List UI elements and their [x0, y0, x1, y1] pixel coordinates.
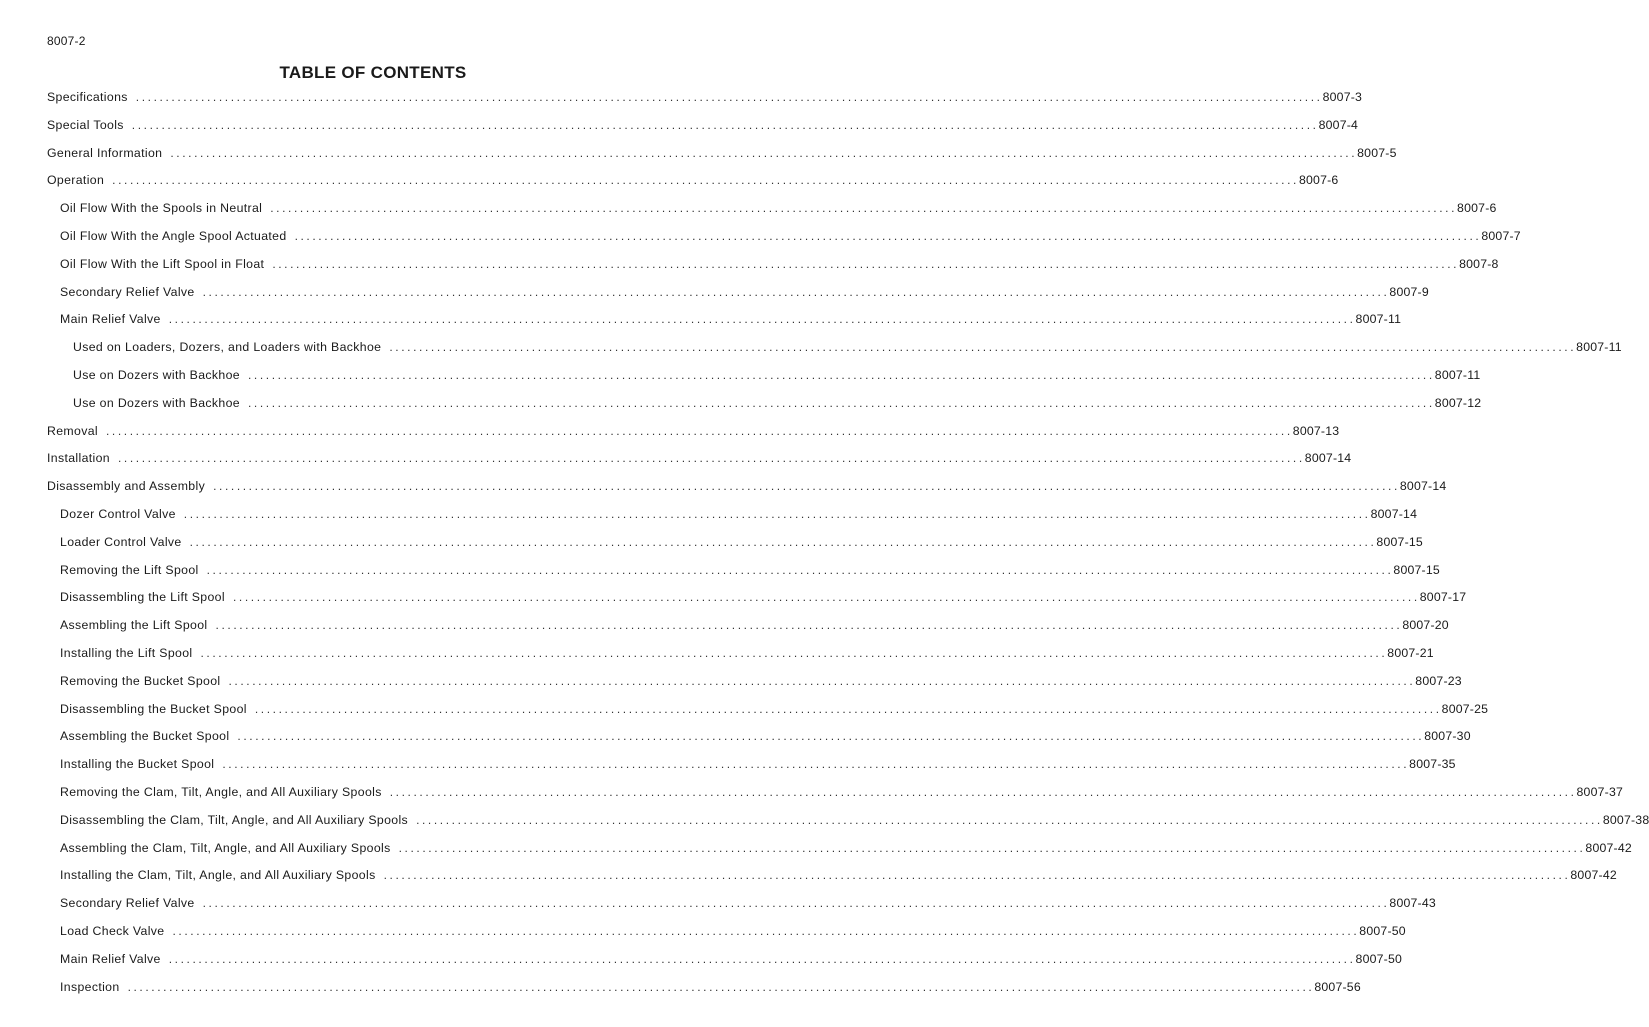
toc-entry-page: 8007-50 [1355, 951, 1403, 966]
toc-entry-label: Installing the Bucket Spool [60, 757, 215, 772]
toc-entry-page: 8007-8 [1459, 256, 1499, 271]
toc-entry [47, 557, 1440, 585]
toc-entry-page: 8007-17 [1419, 590, 1467, 605]
toc-entry-label: Assembling the Lift Spool [60, 618, 208, 633]
toc-leader-dots: ........................................................................................................................................................................................................ [202, 284, 1390, 299]
toc-leader-dots: ........................................................................................................................................................................................................ [270, 201, 1458, 216]
toc-leader-dots: ........................................................................................................................................................................................................ [228, 673, 1416, 688]
toc-leader-dots: ........................................................................................................................................................................................................ [105, 423, 1293, 438]
toc-entry-label: Removing the Clam, Tilt, Angle, and All Auxiliary Spools [60, 784, 382, 799]
toc-entry-page: 8007-42 [1585, 840, 1632, 855]
toc-entry-page: 8007-38 [1602, 812, 1649, 827]
toc-leader-dots: ........................................................................................................................................................................................................ [202, 896, 1390, 911]
toc-leader-dots: ........................................................................................................................................................................................................ [254, 701, 1442, 716]
toc-entry-label: Loader Control Valve [60, 534, 182, 549]
toc-entry-label: Load Check Valve [60, 923, 165, 938]
toc-leader-dots: ........................................................................................................................................................................................................ [183, 506, 1371, 521]
toc-leader-dots: ........................................................................................................................................................................................................ [247, 395, 1435, 410]
toc-leader-dots: ........................................................................................................................................................................................................ [389, 784, 1577, 799]
toc-entry [47, 918, 1406, 946]
toc-entry [47, 862, 1617, 890]
toc-entry-page: 8007-3 [1322, 90, 1363, 104]
toc-entry-label: Main Relief Valve [60, 312, 161, 327]
toc-entry-label: Disassembling the Bucket Spool [60, 701, 247, 716]
toc-entry [47, 529, 1423, 557]
toc-entry-label: Oil Flow With the Spools in Neutral [60, 201, 263, 216]
toc-leader-dots: ........................................................................................................................................................................................................ [383, 868, 1571, 883]
toc-entry-page: 8007-13 [1292, 423, 1340, 438]
toc-entry [47, 501, 1418, 529]
toc-entry [47, 195, 1497, 223]
toc-entry-label: Dozer Control Valve [60, 506, 176, 521]
toc-leader-dots: ........................................................................................................................................................................................................ [272, 256, 1460, 271]
toc-leader-dots: ........................................................................................................................................................................................................ [189, 534, 1377, 549]
toc-entry-page: 8007-5 [1357, 145, 1397, 160]
toc-entry [47, 418, 1340, 446]
toc-entry-page: 8007-25 [1441, 701, 1489, 716]
toc-entry-page: 8007-11 [1434, 367, 1481, 382]
toc-leader-dots: ........................................................................................................................................................................................................ [398, 840, 1586, 855]
toc-entry-page: 8007-42 [1570, 868, 1617, 883]
toc-entry-label: Special Tools [47, 117, 124, 132]
toc-entry [47, 362, 1481, 390]
toc-entry-label: Assembling the Clam, Tilt, Angle, and All Auxiliary Spools [60, 840, 391, 855]
toc-entry [47, 779, 1624, 807]
toc-entry-page: 8007-35 [1409, 757, 1456, 772]
toc-leader-dots: ........................................................................................................................................................................................................ [213, 479, 1400, 494]
toc-entry-page: 8007-12 [1434, 395, 1482, 410]
toc-leader-dots: ........................................................................................................................................................................................................ [170, 145, 1358, 160]
toc-entry-label: Used on Loaders, Dozers, and Loaders with Backhoe [73, 340, 382, 355]
toc-entry-page: 8007-6 [1298, 173, 1339, 188]
toc-entry [47, 723, 1471, 751]
toc-entry-label: Installation [47, 451, 110, 466]
toc-entry-page: 8007-14 [1304, 451, 1352, 466]
toc-entry [47, 946, 1403, 974]
toc-entry-page: 8007-11 [1355, 312, 1402, 327]
toc-entry [47, 390, 1482, 418]
toc-leader-dots: ........................................................................................................................................................................................................ [222, 757, 1410, 772]
toc-entry-page: 8007-14 [1399, 479, 1447, 494]
toc-leader-dots: ........................................................................................................................................................................................................ [131, 117, 1319, 132]
toc-entry [47, 223, 1521, 251]
toc-entry [47, 306, 1402, 334]
toc-entry-label: Installing the Lift Spool [60, 645, 193, 660]
toc-entry-page: 8007-43 [1389, 896, 1436, 911]
toc-entry [47, 807, 1649, 835]
toc-entry-page: 8007-11 [1576, 340, 1622, 355]
toc-entry-page: 8007-23 [1415, 673, 1462, 688]
toc-entry [47, 668, 1462, 696]
toc-entry-page: 8007-37 [1576, 784, 1624, 799]
toc-entry-label: Inspection [60, 979, 120, 994]
toc-entry-label: Oil Flow With the Lift Spool in Float [60, 256, 265, 271]
toc-entry-label: Disassembling the Clam, Tilt, Angle, and All Auxiliary Spools [60, 812, 409, 827]
toc-entry-label: Disassembling the Lift Spool [60, 590, 225, 605]
toc-entry-label: Specifications [47, 90, 128, 104]
toc-entry-label: Assembling the Bucket Spool [60, 729, 230, 744]
toc-leader-dots: ........................................................................................................................................................................................................ [294, 228, 1482, 243]
toc-entry-label: Removal [47, 423, 98, 438]
toc-entry [47, 84, 1363, 112]
toc-entry-label: Use on Dozers with Backhoe [73, 367, 240, 382]
toc-entry [47, 835, 1632, 863]
toc-entry-label: General Information [47, 145, 163, 160]
toc-entry-page: 8007-4 [1318, 117, 1359, 132]
toc-leader-dots: ........................................................................................................................................................................................................ [215, 618, 1403, 633]
toc-entry-label: Disassembly and Assembly [47, 479, 206, 494]
toc-entry-label: Use on Dozers with Backhoe [73, 395, 240, 410]
toc-entry [47, 612, 1449, 640]
toc-entry-page: 8007-7 [1481, 228, 1521, 243]
toc-entry [47, 140, 1397, 168]
toc-entry [47, 167, 1339, 195]
toc-entry-label: Removing the Bucket Spool [60, 673, 221, 688]
toc-entry-label: Operation [47, 173, 105, 188]
toc-leader-dots: ........................................................................................................................................................................................................ [118, 451, 1305, 466]
toc-entry-page: 8007-6 [1457, 201, 1497, 216]
toc-leader-dots: ........................................................................................................................................................................................................ [168, 312, 1356, 327]
toc-leader-dots: ........................................................................................................................................................................................................ [237, 729, 1425, 744]
table-of-contents [47, 84, 1649, 1001]
document-title: TABLE OF CONTENTS [279, 63, 467, 82]
toc-entry-page: 8007-14 [1370, 506, 1418, 521]
toc-entry-page: 8007-20 [1402, 618, 1449, 633]
toc-entry [47, 640, 1434, 668]
toc-leader-dots: ........................................................................................................................................................................................................ [206, 562, 1394, 577]
toc-entry [47, 334, 1622, 362]
toc-entry [47, 584, 1467, 612]
toc-leader-dots: ........................................................................................................................................................................................................ [389, 340, 1577, 355]
toc-entry [47, 251, 1499, 279]
toc-leader-dots: ........................................................................................................................................................................................................ [416, 812, 1603, 827]
toc-entry-page: 8007-30 [1424, 729, 1471, 744]
toc-entry-page: 8007-21 [1387, 645, 1434, 660]
toc-entry [47, 279, 1429, 307]
toc-entry-page: 8007-15 [1393, 562, 1440, 577]
toc-entry-label: Secondary Relief Valve [60, 896, 195, 911]
toc-entry-label: Oil Flow With the Angle Spool Actuated [60, 228, 287, 243]
toc-entry [47, 890, 1436, 918]
toc-entry [47, 696, 1489, 724]
toc-leader-dots: ........................................................................................................................................................................................................ [135, 90, 1323, 104]
toc-entry-page: 8007-56 [1314, 979, 1361, 994]
toc-entry [47, 473, 1447, 501]
toc-leader-dots: ........................................................................................................................................................................................................ [200, 645, 1388, 660]
toc-entry-label: Removing the Lift Spool [60, 562, 199, 577]
toc-leader-dots: ........................................................................................................................................................................................................ [172, 923, 1360, 938]
toc-entry [47, 445, 1352, 473]
toc-leader-dots: ........................................................................................................................................................................................................ [168, 951, 1356, 966]
toc-leader-dots: ........................................................................................................................................................................................................ [112, 173, 1299, 188]
toc-entry-page: 8007-15 [1376, 534, 1423, 549]
page-number: 8007-2 [47, 34, 86, 48]
toc-entry [47, 751, 1456, 779]
toc-entry [47, 974, 1361, 1002]
toc-entry-label: Installing the Clam, Tilt, Angle, and All Auxiliary Spools [60, 868, 376, 883]
toc-entry-page: 8007-9 [1389, 284, 1429, 299]
toc-entry-label: Main Relief Valve [60, 951, 161, 966]
toc-leader-dots: ........................................................................................................................................................................................................ [247, 367, 1435, 382]
toc-entry-label: Secondary Relief Valve [60, 284, 195, 299]
toc-entry-page: 8007-50 [1359, 923, 1406, 938]
toc-leader-dots: ........................................................................................................................................................................................................ [232, 590, 1420, 605]
toc-leader-dots: ........................................................................................................................................................................................................ [127, 979, 1315, 994]
toc-entry [47, 112, 1359, 140]
